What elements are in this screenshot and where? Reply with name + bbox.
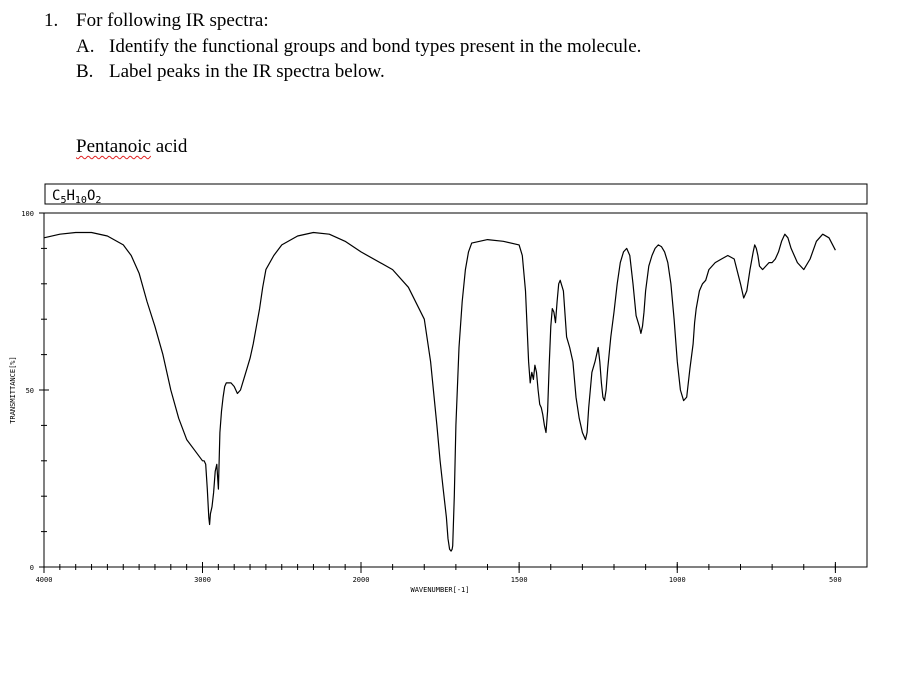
question-text: For following IR spectra: — [76, 10, 269, 31]
formula-label — [52, 188, 101, 206]
item-a-text: Identify the functional groups and bond types present in the molecule. — [109, 36, 642, 57]
question-number: 1. — [44, 10, 59, 31]
formula-element: C — [52, 188, 61, 204]
axis-ticks — [39, 213, 835, 573]
formula-subscript: 5 — [60, 195, 67, 206]
x-tick-label: 4000 — [35, 576, 53, 584]
x-tick-label: 1500 — [510, 576, 528, 584]
x-tick-label: 3000 — [194, 576, 211, 584]
compound-name-word: Pentanoic — [76, 136, 151, 157]
plot-frame — [44, 213, 867, 567]
x-tick-label: 500 — [829, 576, 842, 584]
x-tick-label: 1000 — [668, 576, 686, 584]
item-b-letter: B. — [76, 61, 94, 82]
formula-subscript: 10 — [74, 195, 87, 206]
formula-box — [45, 184, 867, 204]
formula-element: H — [66, 188, 75, 204]
y-tick-label: 50 — [25, 387, 34, 395]
y-tick-label: 100 — [21, 210, 34, 218]
item-b-text: Label peaks in the IR spectra below. — [109, 61, 385, 82]
y-tick-label: 0 — [29, 564, 34, 572]
axis-tick-labels — [21, 210, 841, 584]
x-axis-label: WAVENUMBER[-1] — [410, 586, 470, 594]
y-axis-label: TRANSMITTANCE[%] — [9, 356, 17, 424]
item-a-letter: A. — [76, 36, 95, 57]
formula-element: O — [86, 188, 96, 204]
spectrum-line — [44, 233, 835, 552]
formula-subscript: 2 — [95, 195, 102, 206]
x-tick-label: 2000 — [352, 576, 370, 584]
compound-name-rest: acid — [150, 136, 188, 157]
